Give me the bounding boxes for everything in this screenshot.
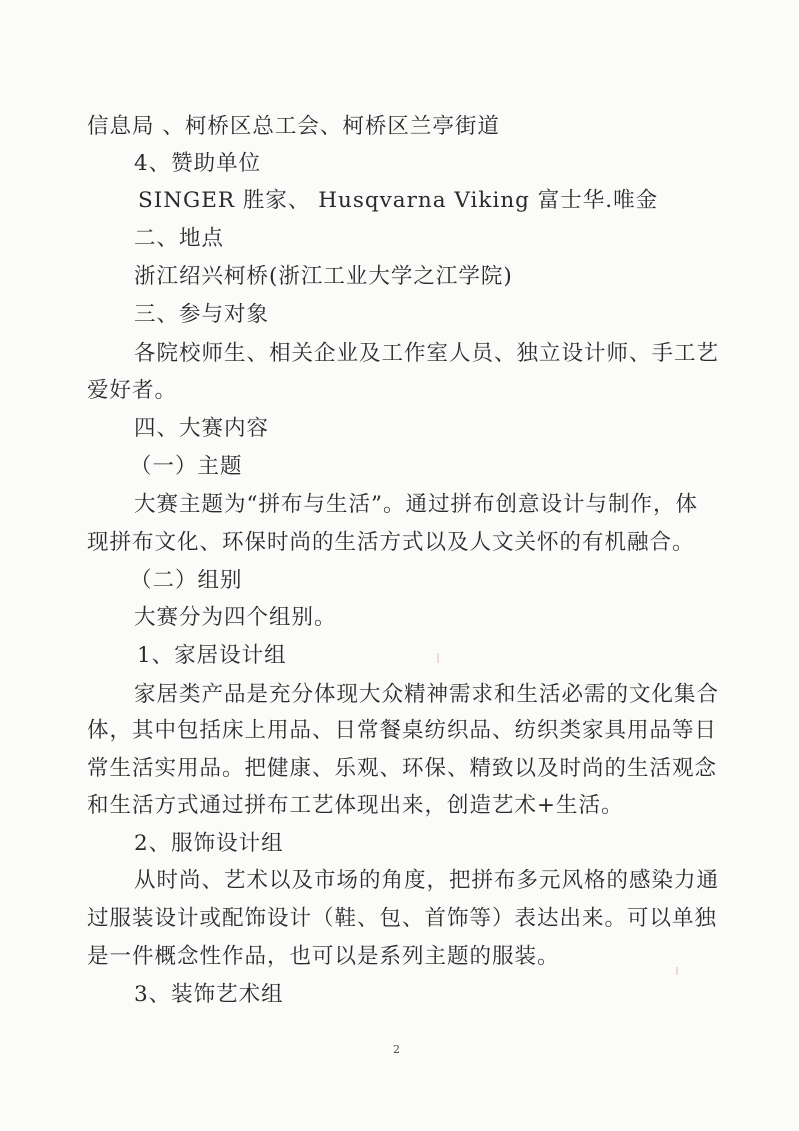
scan-artifact (437, 653, 439, 663)
section-heading: 三、参与对象 (134, 302, 270, 327)
text-line: 爱好者。 (87, 378, 178, 403)
text-line: 大赛分为四个组别。 (134, 605, 337, 630)
section-heading: 四、大赛内容 (134, 416, 270, 441)
text-line: 信息局 、柯桥区总工会、柯桥区兰亭街道 (87, 114, 500, 139)
subsection-heading: （二）组别 (130, 568, 243, 593)
text-line: 大赛主题为“拼布与生活”。通过拼布创意设计与制作，体 (134, 492, 698, 517)
subsection-heading: （一）主题 (130, 454, 243, 479)
section-heading: 二、地点 (134, 226, 225, 251)
section-heading: 4、赞助单位 (134, 151, 262, 176)
text-line: SINGER 胜家、 Husqvarna Viking 富士华.唯金 (138, 188, 659, 213)
text-line: 浙江绍兴柯桥(浙江工业大学之江学院) (134, 264, 513, 289)
page-number: 2 (393, 1043, 400, 1056)
text-line: 从时尚、艺术以及市场的角度，把拼布多元风格的感染力通 (134, 868, 720, 893)
text-line: 体，其中包括床上用品、日常餐桌纺织品、纺织类家具用品等日 (87, 718, 718, 743)
text-line: 过服装设计或配饰设计（鞋、包、首饰等）表达出来。可以单独 (87, 906, 718, 931)
group-heading: 2、服饰设计组 (134, 831, 284, 856)
text-line: 家居类产品是充分体现大众精神需求和生活必需的文化集合 (134, 682, 720, 707)
text-line: 现拼布文化、环保时尚的生活方式以及人文关怀的有机融合。 (87, 530, 695, 555)
group-heading: 3、装饰艺术组 (134, 982, 284, 1007)
text-line: 各院校师生、相关企业及工作室人员、独立设计师、手工艺 (134, 341, 720, 366)
text-line: 和生活方式通过拼布工艺体现出来，创造艺术+生活。 (87, 793, 624, 818)
scan-artifact (676, 967, 678, 975)
group-heading: 1、家居设计组 (137, 643, 287, 668)
text-line: 常生活实用品。把健康、乐观、环保、精致以及时尚的生活观念 (87, 756, 718, 781)
text-line: 是一件概念性作品，也可以是系列主题的服装。 (87, 944, 560, 969)
